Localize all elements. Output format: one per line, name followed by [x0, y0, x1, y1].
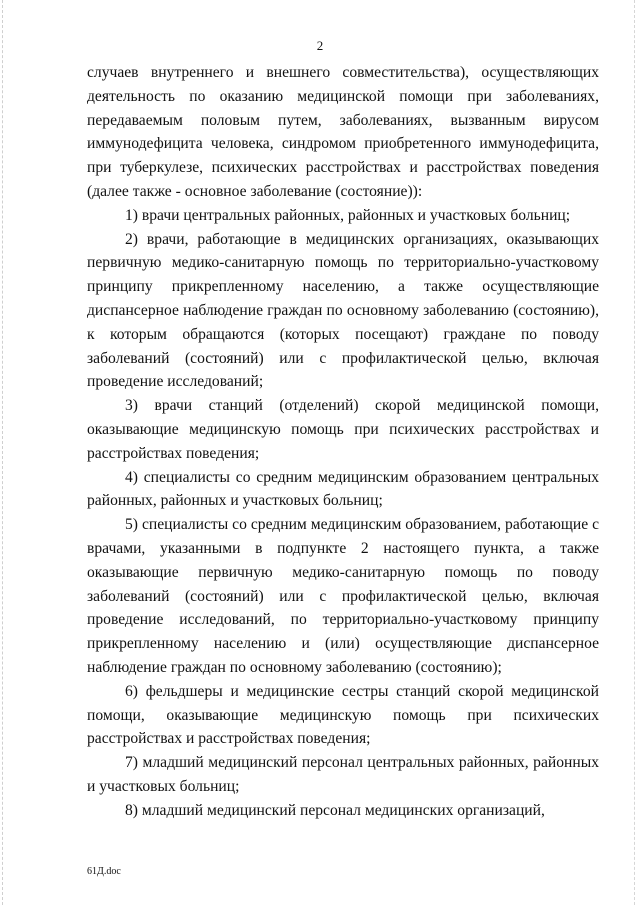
scan-edge-right — [634, 0, 636, 905]
list-item-2: 2) врачи, работающие в медицинских организациях, оказывающих первичную медико-санитарную помощь по территориально-участковому принципу прикрепленному населению, а также осуществляющие диспансерное наблюдение граждан по основному заболеванию (состоянию), к которым обращаются (которых посещают) граждане по поводу заболеваний (состояний) или с профилактической целью, включая проведение исследований; — [87, 230, 599, 391]
page-number: 2 — [316, 38, 324, 53]
list-item-4: 4) специалисты со средним медицинским образованием центральных районных, районных и участковых больниц; — [87, 468, 599, 510]
file-name-footer: 61Д.doc — [87, 866, 121, 877]
document-body — [87, 61, 599, 823]
list-item-7: 7) младший медицинский персонал центральных районных, районных и участковых больниц; — [87, 754, 599, 795]
list-item-5: 5) специалисты со средним медицинским образованием, работающие с врачами, указанными в подпункте 2 настоящего пункта, а также оказывающие первичную медико-санитарную помощь по поводу заболеваний (состояний) или с профилактической целью, включая проведение исследований, по территориально-участковому принципу прикрепленному населению и (или) осуществляющие диспансерное наблюдение граждан по основному заболеванию (состоянию); — [87, 516, 599, 676]
list-item-1: 1) врачи центральных районных, районных и участковых больниц; — [125, 206, 571, 224]
list-item-3: 3) врачи станций (отделений) скорой медицинской помощи, оказывающие медицинскую помощь при психических расстройствах и расстройствах поведения; — [87, 397, 599, 462]
list-item-8: 8) младший медицинский персонал медицинских организаций, — [125, 801, 545, 819]
list-item-6: 6) фельдшеры и медицинские сестры станций скорой медицинской помощи, оказывающие медицинскую помощь при психических расстройствах и расстройствах поведения; — [87, 682, 599, 748]
scan-edge-left — [2, 0, 4, 905]
paragraph-continuation: случаев внутреннего и внешнего совместительства), осуществляющих деятельность по оказанию медицинской помощи при заболеваниях, передаваемым половым путем, заболеваниях, вызванным вирусом иммунодефицита человека, синдромом приобретенного иммунодефицита, при туберкулезе, психических расстройствах и расстройствах поведения (далее также - основное заболевание (состояние)): — [87, 64, 599, 200]
